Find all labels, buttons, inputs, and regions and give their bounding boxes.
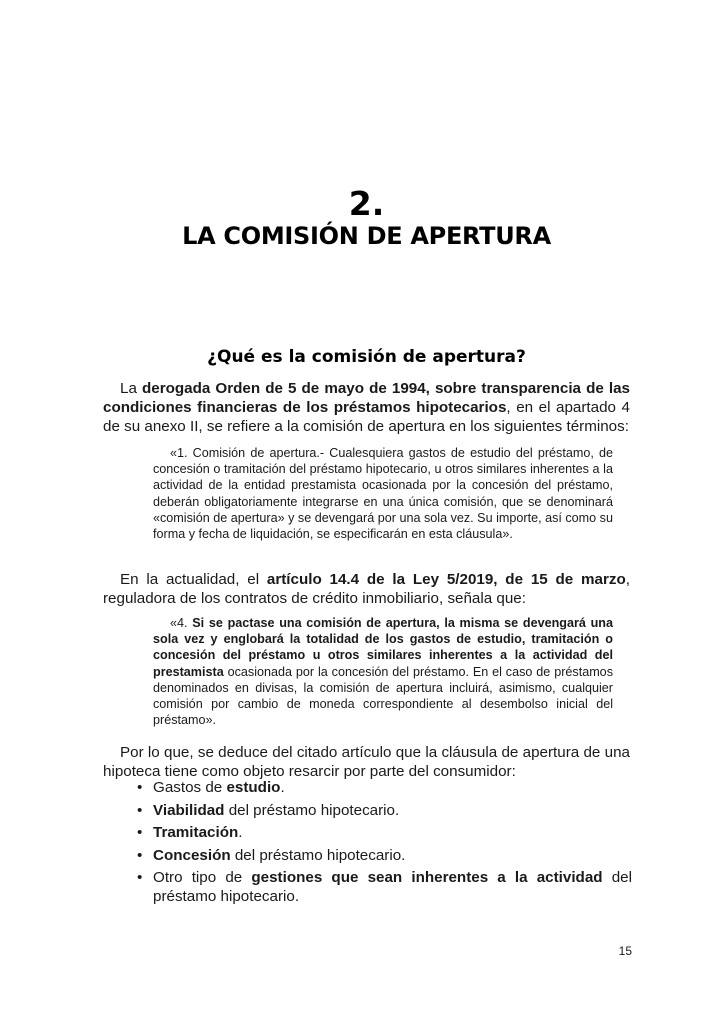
conclusion-paragraph: Por lo que, se deduce del citado artículo que la cláusula de apertura de una hipoteca tiene como objeto resarcir por parte del consumidor: bbox=[103, 744, 630, 780]
article-reference-bold: artículo 14.4 de la Ley 5/2019, de 15 de marzo bbox=[266, 571, 626, 588]
bullet-icon: • bbox=[137, 846, 143, 864]
list-item: • Otro tipo de gestiones que sean inherentes a la actividad del préstamo hipotecario. bbox=[137, 869, 632, 906]
quote-orden-1994: «1. Comisión de apertura.- Cualesquiera gastos de estudio del préstamo, de concesión o tramitación del préstamo hipotecario, u otros similares inherentes a la actividad de la entidad prestamista ocasionada por la concesión del préstamo, deberán obligatoriamente integrarse en una única comisión, que se denominará «comisión de apertura» y se devengará por una sola vez. Su importe, así como su forma y fecha de liquidación, se especificarán en esta cláusula». bbox=[153, 446, 613, 542]
chapter-number: 2. bbox=[348, 184, 385, 223]
current-law-paragraph: En la actualidad, el artículo 14.4 de la Ley 5/2019, de 15 de marzo, reguladora de los contratos de crédito inmobiliario, señala que: bbox=[103, 571, 630, 607]
quote-bold-part: Si se pactase una comisión de apertura, la misma se devengará una sola vez y englobará la totalidad de los gastos de estudio, tramitación o concesión del préstamo u otros similares inherentes a la actividad del prestamista bbox=[153, 616, 613, 679]
costs-list bbox=[137, 778, 632, 910]
list-item: • Concesión del préstamo hipotecario. bbox=[137, 846, 406, 864]
bullet-icon: • bbox=[137, 824, 143, 842]
bullet-icon: • bbox=[137, 801, 143, 819]
quote-ley-5-2019: «4. Si se pactase una comisión de apertura, la misma se devengará una sola vez y englobará la totalidad de los gastos de estudio, tramitación o concesión del préstamo u otros similares inherentes a la actividad del prestamista ocasionada por la concesión del préstamo. En el caso de préstamos denominados en divisas, la comisión de apertura incluirá, asimismo, cualquier comisión por cambio de moneda correspondiente al desembolso inicial del préstamo». bbox=[153, 616, 613, 728]
intro-paragraph: La derogada Orden de 5 de mayo de 1994, sobre transparencia de las condiciones financieras de los préstamos hipotecarios, en el apartado 4 de su anexo II, se refiere a la comisión de apertura en los siguientes términos: bbox=[103, 380, 630, 435]
page-number: 15 bbox=[618, 944, 632, 958]
list-item: • Gastos de estudio. bbox=[137, 779, 285, 796]
section-heading: ¿Qué es la comisión de apertura? bbox=[207, 347, 526, 367]
list-item: • Viabilidad del préstamo hipotecario. bbox=[137, 801, 400, 819]
list-item: • Tramitación. bbox=[137, 824, 243, 842]
bullet-icon: • bbox=[137, 779, 143, 796]
law-reference-bold: derogada Orden de 5 de mayo de 1994, sobre transparencia de las condiciones financieras de los préstamos hipotecarios bbox=[103, 380, 630, 416]
chapter-title: LA COMISIÓN DE APERTURA bbox=[182, 222, 551, 250]
bullet-icon: • bbox=[137, 869, 143, 887]
